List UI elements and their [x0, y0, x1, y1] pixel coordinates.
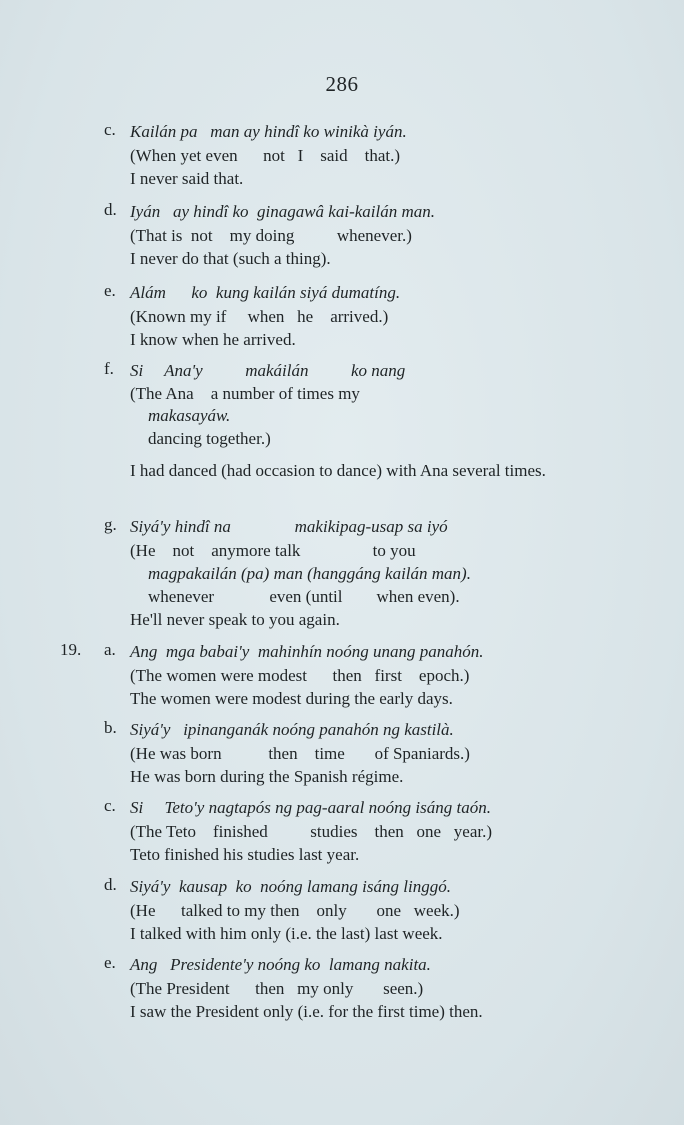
tagalog-sentence: Siyá'y kausap ko noóng lamang isáng linggó. [130, 877, 451, 896]
item-letter: e. [104, 953, 116, 972]
gloss-continuation: whenever even (until when even). [148, 587, 460, 606]
page-number: 286 [325, 72, 359, 96]
tagalog-sentence: Siyá'y ipinanganák noóng panahón ng kastilà. [130, 720, 454, 739]
tagalog-sentence: Siyá'y hindî na makikipag-usap sa iyó [130, 517, 448, 536]
literal-gloss: (He not anymore talk to you [130, 541, 416, 560]
literal-gloss: (The Teto finished studies then one year.) [130, 822, 493, 841]
english-translation: I saw the President only (i.e. for the first time) then. [130, 1002, 483, 1021]
item-letter: d. [104, 875, 117, 894]
item-letter: d. [104, 200, 117, 219]
item-letter: g. [104, 515, 117, 534]
item-letter: e. [104, 281, 116, 300]
english-translation: He'll never speak to you again. [130, 610, 340, 629]
literal-gloss: (When yet even not I said that.) [130, 146, 401, 165]
literal-gloss: (The women were modest then first epoch.) [130, 666, 470, 685]
english-translation: He was born during the Spanish régime. [130, 767, 404, 786]
tagalog-continuation: makasayáw. [148, 406, 231, 425]
tagalog-sentence: Alám ko kung kailán siyá dumatíng. [130, 283, 401, 302]
item-letter: f. [104, 359, 114, 378]
tagalog-sentence: Ang mga babai'y mahinhín noóng unang panahón. [130, 642, 484, 661]
english-translation: The women were modest during the early days. [130, 689, 453, 708]
literal-gloss: (Known my if when he arrived.) [130, 307, 389, 326]
tagalog-sentence: Si Teto'y nagtapós ng pag-aaral noóng isáng taón. [130, 798, 491, 817]
tagalog-sentence: Ang Presidente'y noóng ko lamang nakita. [130, 955, 431, 974]
english-translation: I know when he arrived. [130, 330, 296, 349]
english-translation: Teto finished his studies last year. [130, 845, 360, 864]
literal-gloss: (He was born then time of Spaniards.) [130, 744, 470, 763]
literal-gloss: (The Ana a number of times my [130, 384, 360, 403]
item-number: 19. [60, 640, 82, 659]
item-letter: b. [104, 718, 117, 737]
tagalog-sentence: Si Ana'y makáilán ko nang [130, 361, 406, 380]
english-translation: I never said that. [130, 169, 244, 188]
tagalog-continuation: magpakailán (pa) man (hanggáng kailán man). [148, 564, 471, 583]
english-translation: I never do that (such a thing). [130, 249, 331, 268]
english-translation: I had danced (had occasion to dance) with Ana several times. [130, 461, 546, 480]
item-letter: c. [104, 796, 116, 815]
tagalog-sentence: Kailán pa man ay hindî ko winikà iyán. [130, 122, 407, 141]
item-letter: c. [104, 120, 116, 139]
english-translation: I talked with him only (i.e. the last) last week. [130, 924, 443, 943]
tagalog-sentence: Iyán ay hindî ko ginagawâ kai-kailán man. [130, 202, 436, 221]
literal-gloss: (He talked to my then only one week.) [130, 901, 460, 920]
item-letter: a. [104, 640, 116, 659]
literal-gloss: (That is not my doing whenever.) [130, 226, 412, 245]
gloss-continuation: dancing together.) [148, 429, 271, 448]
literal-gloss: (The President then my only seen.) [130, 979, 424, 998]
